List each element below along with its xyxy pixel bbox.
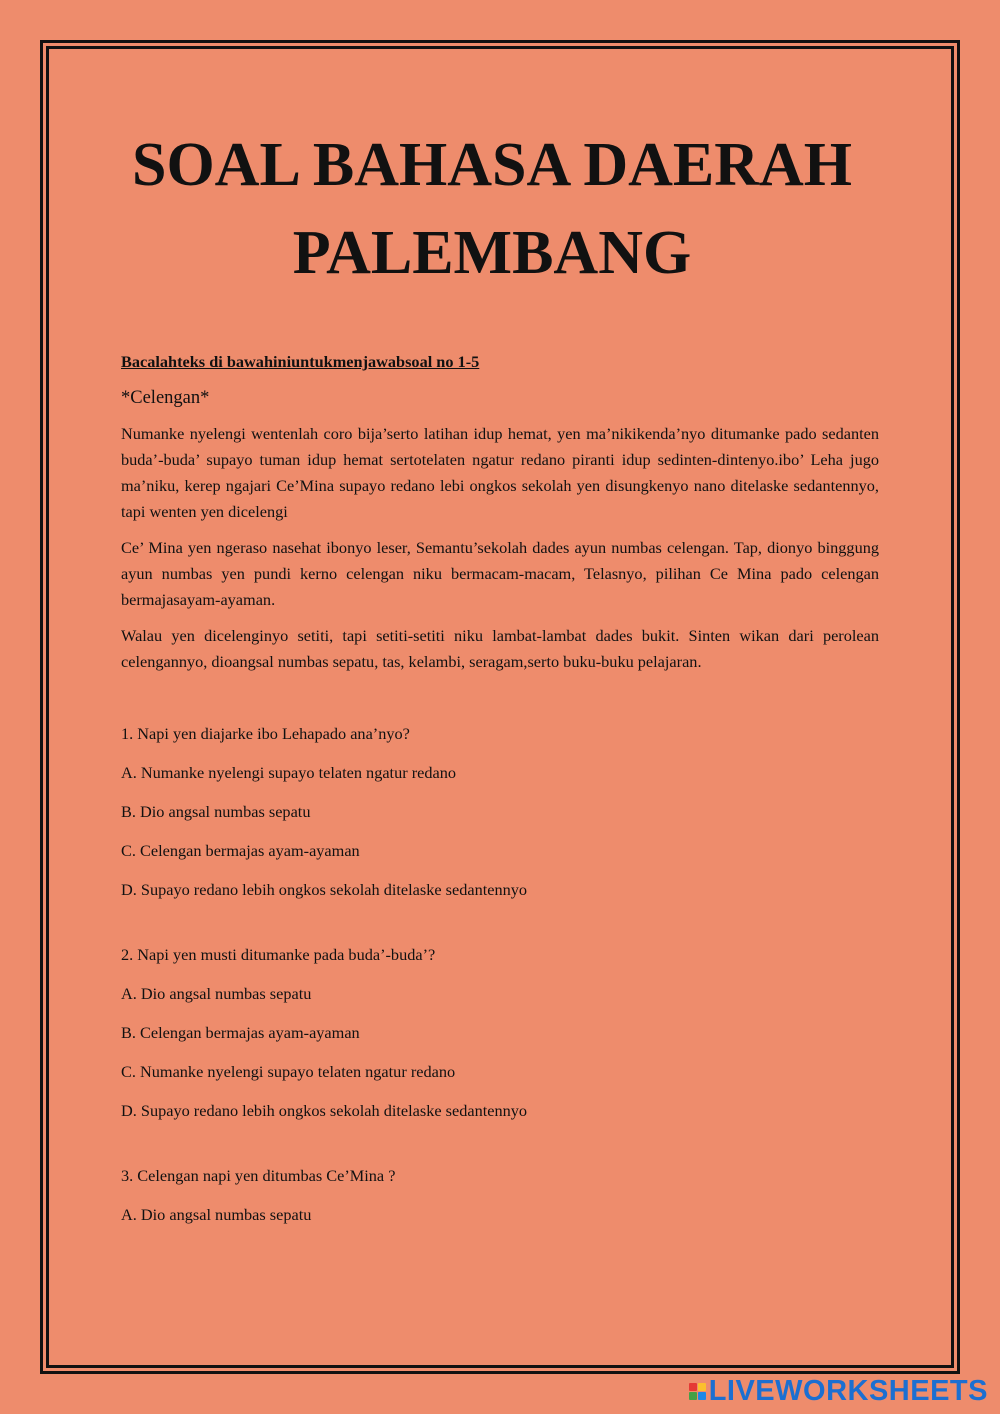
answer-option: B. Dio angsal numbas sepatu bbox=[121, 802, 311, 821]
answer-option: A. Dio angsal numbas sepatu bbox=[121, 984, 312, 1003]
page-title-line-1: SOAL BAHASA DAERAH bbox=[131, 131, 853, 199]
answer-option: A. Dio angsal numbas sepatu bbox=[121, 1205, 312, 1224]
question-text: 2. Napi yen musti ditumanke pada buda’-buda’? bbox=[121, 945, 436, 964]
story-paragraph: Walau yen dicelenginyo setiti, tapi setiti-setiti niku lambat-lambat dades bukit. Sinten wikan dari perolean celengannyo, dioangsal numbas sepatu, tas, kelambi, seragam,serto buku-buku pelajaran. bbox=[121, 626, 879, 671]
page-title-line-2: PALEMBANG bbox=[292, 219, 692, 287]
question-2 bbox=[121, 942, 879, 1124]
logo-square bbox=[689, 1392, 697, 1400]
watermark-text: LIVEWORKSHEETS bbox=[708, 1375, 988, 1407]
question-3 bbox=[121, 1163, 879, 1228]
liveworksheets-logo-icon bbox=[689, 1383, 706, 1400]
liveworksheets-watermark[interactable] bbox=[689, 1375, 988, 1408]
story-paragraph: Numanke nyelengi wentenlah coro bija’serto latihan idup hemat, yen ma’nikikenda’nyo ditumanke pado sedanten buda’-buda’ supayo tuman idup hemat sertotelaten ngatur redano piranti idup sedinten-dintenyo.ibo’ Leha jugo ma’niku, kerep ngajari Ce’Mina supayo redano lebi ongkos sekolah yen disungkenyo nano ditelaske sedantennyo, tapi wenten yen dicelengi bbox=[121, 424, 879, 521]
question-list bbox=[121, 721, 879, 1228]
question-1 bbox=[121, 721, 879, 903]
story-title: *Celengan* bbox=[121, 388, 210, 408]
answer-option: D. Supayo redano lebih ongkos sekolah ditelaske sedantennyo bbox=[121, 1101, 528, 1120]
logo-square bbox=[689, 1383, 697, 1391]
answer-option: D. Supayo redano lebih ongkos sekolah ditelaske sedantennyo bbox=[121, 880, 528, 899]
question-text: 3. Celengan napi yen ditumbas Ce’Mina ? bbox=[121, 1166, 396, 1185]
answer-option: B. Celengan bermajas ayam-ayaman bbox=[121, 1023, 360, 1042]
reading-instruction: Bacalahteks di bawahiniuntukmenjawabsoal no 1-5 bbox=[121, 352, 480, 371]
answer-option: A. Numanke nyelengi supayo telaten ngatur redano bbox=[121, 763, 457, 782]
answer-option: C. Numanke nyelengi supayo telaten ngatur redano bbox=[121, 1062, 456, 1081]
logo-square bbox=[698, 1392, 706, 1400]
question-text: 1. Napi yen diajarke ibo Lehapado ana’nyo? bbox=[121, 724, 410, 743]
logo-square bbox=[698, 1383, 706, 1391]
worksheet-content bbox=[121, 349, 879, 1267]
story-paragraph: Ce’ Mina yen ngeraso nasehat ibonyo leser, Semantu’sekolah dades ayun numbas celengan. Tap, dionyo binggung ayun numbas yen pundi kerno celengan niku bermacam-macam, Telasnyo, pilihan Ce Mina pado celengan bermajasayam-ayaman. bbox=[121, 538, 879, 609]
answer-option: C. Celengan bermajas ayam-ayaman bbox=[121, 841, 360, 860]
